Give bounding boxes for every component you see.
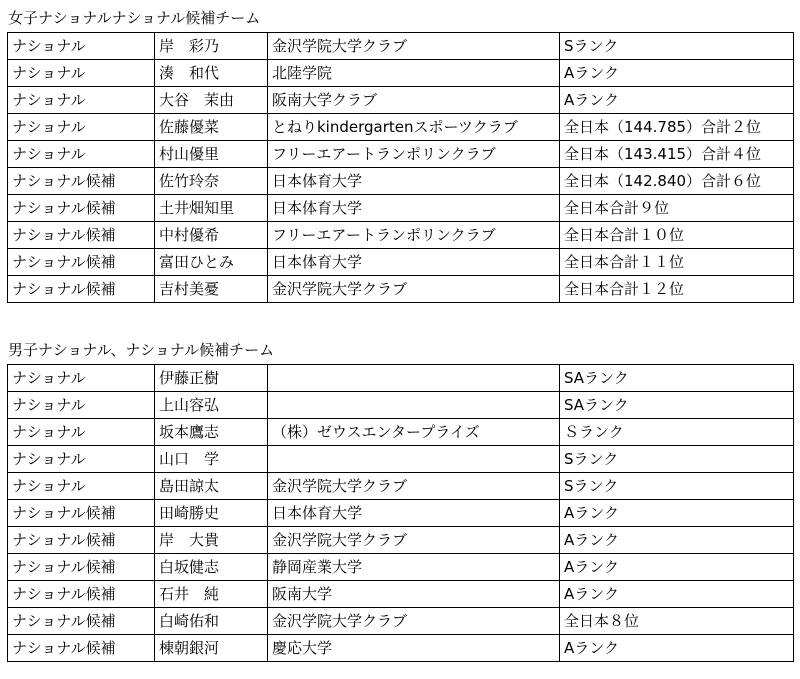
table-row xyxy=(8,581,794,608)
result-cell: SAランク xyxy=(560,392,794,419)
name-cell: 中村優希 xyxy=(155,222,268,249)
affiliation-cell: （株）ゼウスエンタープライズ xyxy=(268,419,560,446)
result-cell: Sランク xyxy=(560,446,794,473)
table-row xyxy=(8,87,794,114)
result-cell: Aランク xyxy=(560,500,794,527)
category-cell: ナショナル候補 xyxy=(8,249,155,276)
men-section-title: 男子ナショナル、ナショナル候補チーム xyxy=(8,341,275,359)
name-cell: 佐竹玲奈 xyxy=(155,168,268,195)
result-cell: Aランク xyxy=(560,60,794,87)
result-cell: Sランク xyxy=(560,33,794,60)
category-cell: ナショナル xyxy=(8,392,155,419)
result-cell: 全日本（144.785）合計２位 xyxy=(560,114,794,141)
result-cell: 全日本合計９位 xyxy=(560,195,794,222)
men-roster-body xyxy=(8,365,794,662)
name-cell: 佐藤優菜 xyxy=(155,114,268,141)
table-row xyxy=(8,554,794,581)
affiliation-cell: 北陸学院 xyxy=(268,60,560,87)
name-cell: 白坂健志 xyxy=(155,554,268,581)
category-cell: ナショナル候補 xyxy=(8,500,155,527)
result-cell: Ｓランク xyxy=(560,419,794,446)
name-cell: 白崎佑和 xyxy=(155,608,268,635)
table-row xyxy=(8,608,794,635)
name-cell: 田崎勝史 xyxy=(155,500,268,527)
name-cell: 湊 和代 xyxy=(155,60,268,87)
category-cell: ナショナル xyxy=(8,33,155,60)
result-cell: 全日本８位 xyxy=(560,608,794,635)
affiliation-cell: 静岡産業大学 xyxy=(268,554,560,581)
result-cell: 全日本合計１１位 xyxy=(560,249,794,276)
women-roster-body xyxy=(8,33,794,303)
name-cell: 伊藤正樹 xyxy=(155,365,268,392)
women-section-title: 女子ナショナルナショナル候補チーム xyxy=(8,9,261,27)
affiliation-cell xyxy=(268,392,560,419)
table-row xyxy=(8,141,794,168)
table-row xyxy=(8,635,794,662)
category-cell: ナショナル候補 xyxy=(8,527,155,554)
table-row xyxy=(8,114,794,141)
table-row xyxy=(8,222,794,249)
category-cell: ナショナル候補 xyxy=(8,195,155,222)
affiliation-cell: 金沢学院大学クラブ xyxy=(268,33,560,60)
affiliation-cell xyxy=(268,446,560,473)
table-row xyxy=(8,365,794,392)
category-cell: ナショナル xyxy=(8,141,155,168)
name-cell: 大谷 茉由 xyxy=(155,87,268,114)
table-row xyxy=(8,500,794,527)
affiliation-cell: 日本体育大学 xyxy=(268,500,560,527)
table-row xyxy=(8,195,794,222)
affiliation-cell: 日本体育大学 xyxy=(268,249,560,276)
category-cell: ナショナル xyxy=(8,87,155,114)
affiliation-cell: 阪南大学 xyxy=(268,581,560,608)
affiliation-cell: フリーエアートランポリンクラブ xyxy=(268,222,560,249)
result-cell: 全日本合計１０位 xyxy=(560,222,794,249)
category-cell: ナショナル xyxy=(8,60,155,87)
result-cell: Aランク xyxy=(560,581,794,608)
table-row xyxy=(8,419,794,446)
category-cell: ナショナル候補 xyxy=(8,222,155,249)
table-row xyxy=(8,446,794,473)
category-cell: ナショナル xyxy=(8,419,155,446)
affiliation-cell: 金沢学院大学クラブ xyxy=(268,608,560,635)
name-cell: 岸 大貴 xyxy=(155,527,268,554)
category-cell: ナショナル候補 xyxy=(8,581,155,608)
table-row xyxy=(8,527,794,554)
category-cell: ナショナル候補 xyxy=(8,168,155,195)
name-cell: 棟朝銀河 xyxy=(155,635,268,662)
affiliation-cell: 阪南大学クラブ xyxy=(268,87,560,114)
result-cell: 全日本（142.840）合計６位 xyxy=(560,168,794,195)
affiliation-cell: 金沢学院大学クラブ xyxy=(268,473,560,500)
name-cell: 富田ひとみ xyxy=(155,249,268,276)
affiliation-cell: 金沢学院大学クラブ xyxy=(268,527,560,554)
men-roster-table xyxy=(7,364,794,662)
name-cell: 岸 彩乃 xyxy=(155,33,268,60)
result-cell: Aランク xyxy=(560,635,794,662)
result-cell: 全日本（143.415）合計４位 xyxy=(560,141,794,168)
result-cell: 全日本合計１２位 xyxy=(560,276,794,303)
affiliation-cell: とねりkindergartenスポーツクラブ xyxy=(268,114,560,141)
category-cell: ナショナル xyxy=(8,446,155,473)
name-cell: 石井 純 xyxy=(155,581,268,608)
table-row xyxy=(8,473,794,500)
name-cell: 村山優里 xyxy=(155,141,268,168)
name-cell: 土井畑知里 xyxy=(155,195,268,222)
table-row xyxy=(8,249,794,276)
affiliation-cell: 慶応大学 xyxy=(268,635,560,662)
category-cell: ナショナル候補 xyxy=(8,554,155,581)
women-roster-table xyxy=(7,32,794,303)
result-cell: Aランク xyxy=(560,87,794,114)
name-cell: 坂本鷹志 xyxy=(155,419,268,446)
name-cell: 山口 学 xyxy=(155,446,268,473)
table-row xyxy=(8,60,794,87)
name-cell: 島田諒太 xyxy=(155,473,268,500)
affiliation-cell: 日本体育大学 xyxy=(268,168,560,195)
result-cell: Aランク xyxy=(560,554,794,581)
category-cell: ナショナル候補 xyxy=(8,608,155,635)
name-cell: 吉村美憂 xyxy=(155,276,268,303)
result-cell: Aランク xyxy=(560,527,794,554)
result-cell: SAランク xyxy=(560,365,794,392)
category-cell: ナショナル xyxy=(8,473,155,500)
category-cell: ナショナル xyxy=(8,365,155,392)
category-cell: ナショナル xyxy=(8,114,155,141)
affiliation-cell xyxy=(268,365,560,392)
result-cell: Sランク xyxy=(560,473,794,500)
table-row xyxy=(8,392,794,419)
affiliation-cell: フリーエアートランポリンクラブ xyxy=(268,141,560,168)
affiliation-cell: 金沢学院大学クラブ xyxy=(268,276,560,303)
table-row xyxy=(8,276,794,303)
category-cell: ナショナル候補 xyxy=(8,276,155,303)
category-cell: ナショナル候補 xyxy=(8,635,155,662)
table-row xyxy=(8,168,794,195)
name-cell: 上山容弘 xyxy=(155,392,268,419)
affiliation-cell: 日本体育大学 xyxy=(268,195,560,222)
table-row xyxy=(8,33,794,60)
